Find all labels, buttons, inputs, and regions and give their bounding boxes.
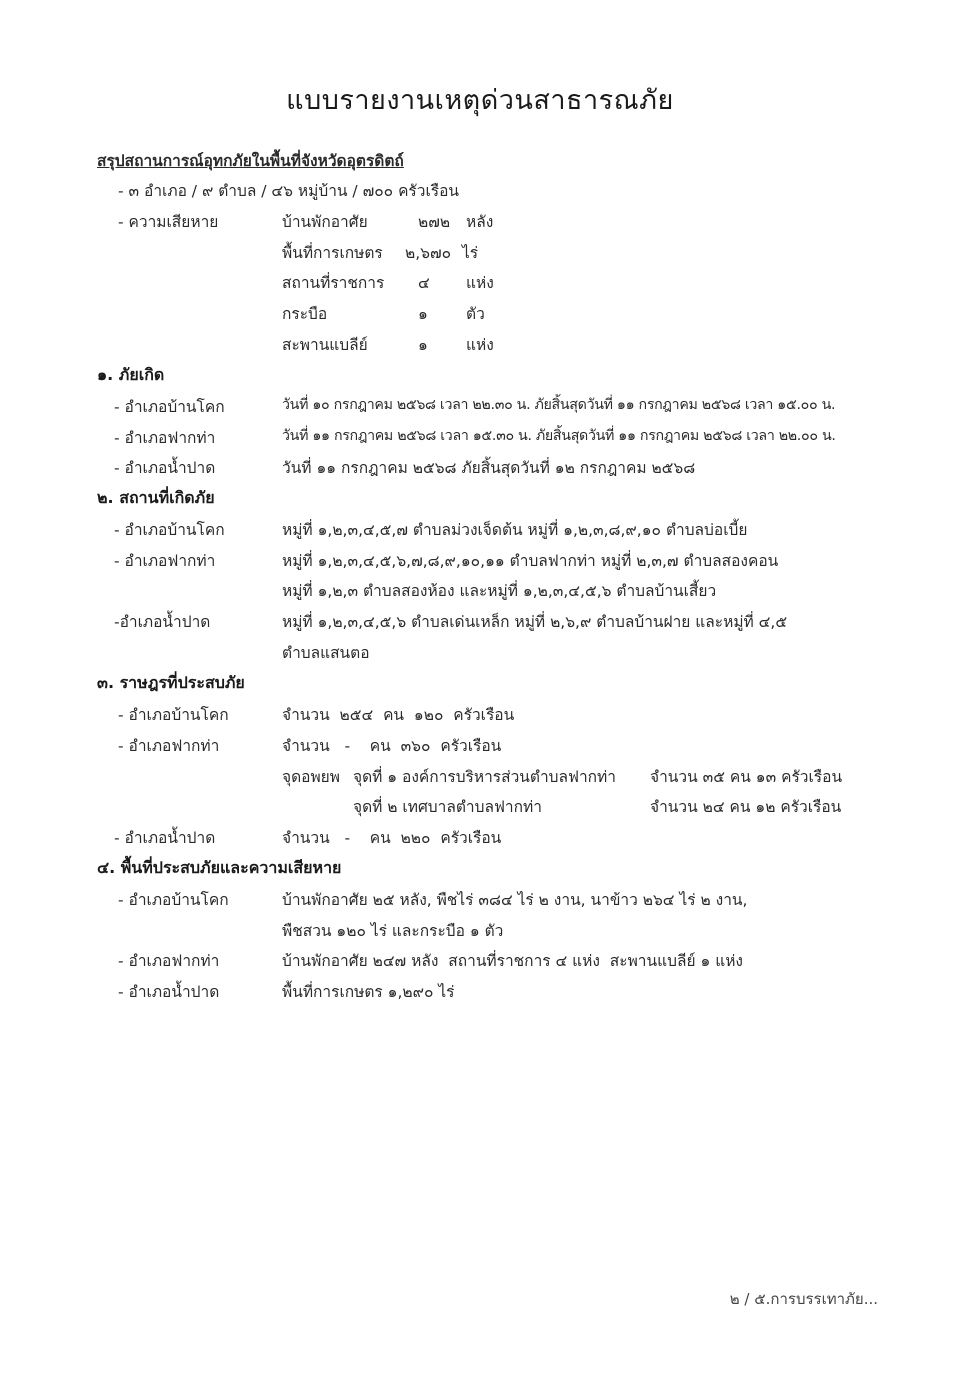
district-label: - อำเภอฟากท่า (114, 552, 216, 570)
damage-item-amount: ๒๗๒ (418, 213, 451, 231)
page-footer-continuation: ๒ / ๕.การบรรเทาภัย... (729, 1290, 878, 1308)
shelter-name: จุดที่ ๒ เทศบาลตำบลฟากท่า (353, 798, 542, 816)
district-label: - อำเภอฟากท่า (118, 737, 220, 755)
damage-item-name: สะพานแบลีย์ (282, 336, 368, 354)
damage-item-amount: ๔ (418, 274, 430, 292)
affected-count: จำนวน - คน ๓๖๐ ครัวเรือน (282, 737, 502, 755)
location-text: หมู่ที่ ๑,๒,๓ ตำบลสองห้อง และหมู่ที่ ๑,๒,๓,๔,๕,๖ ตำบลบ้านเสี้ยว (282, 582, 717, 600)
damage-text: บ้านพักอาศัย ๒๔๗ หลัง สถานที่ราชการ ๔ แห่ง สะพานแบลีย์ ๑ แห่ง (282, 952, 743, 970)
affected-count: จำนวน ๒๕๔ คน ๑๒๐ ครัวเรือน (282, 706, 515, 724)
damage-item-unit: หลัง (466, 213, 494, 231)
section3-heading: ๓. ราษฎรที่ประสบภัย (97, 673, 245, 692)
location-text: หมู่ที่ ๑,๒,๓,๔,๕,๗ ตำบลม่วงเจ็ดต้น หมู่ที่ ๑,๒,๓,๘,๙,๑๐ ตำบลบ่อเบี้ย (282, 521, 748, 539)
shelter-label: จุดอพยพ (282, 768, 340, 786)
summary-scope: - ๓ อำเภอ / ๙ ตำบล / ๔๖ หมู่บ้าน / ๗๐๐ ครัวเรือน (118, 182, 459, 200)
shelter-count: จำนวน ๓๕ คน ๑๓ ครัวเรือน (650, 768, 843, 786)
event-time-text: วันที่ ๑๐ กรกฎาคม ๒๕๖๘ เวลา ๒๒.๓๐ น. ภัยสิ้นสุดวันที่ ๑๑ กรกฎาคม ๒๕๖๘ เวลา ๑๕.๐๐ น. (282, 397, 836, 413)
location-text: ตำบลแสนตอ (282, 644, 370, 662)
damage-text: บ้านพักอาศัย ๒๕ หลัง, พืชไร่ ๓๘๔ ไร่ ๒ งาน, นาข้าว ๒๖๔ ไร่ ๒ งาน, (282, 891, 748, 909)
damage-text: พืชสวน ๑๒๐ ไร่ และกระบือ ๑ ตัว (282, 922, 504, 940)
district-label: - อำเภอฟากท่า (114, 429, 216, 447)
section1-heading: ๑. ภัยเกิด (97, 365, 165, 384)
district-label: - อำเภอบ้านโคก (114, 521, 225, 539)
affected-count: จำนวน - คน ๒๒๐ ครัวเรือน (282, 829, 502, 847)
damage-item-unit: แห่ง (466, 274, 494, 292)
shelter-name: จุดที่ ๑ องค์การบริหารส่วนตำบลฟากท่า (353, 768, 616, 786)
damage-item-unit: ไร่ (462, 244, 479, 262)
damage-label: - ความเสียหาย (118, 213, 219, 231)
damage-item-name: สถานที่ราชการ (282, 274, 385, 292)
section2-heading: ๒. สถานที่เกิดภัย (97, 488, 215, 507)
damage-item-amount: ๒,๖๗๐ (405, 244, 452, 262)
district-label: - อำเภอบ้านโคก (114, 398, 225, 416)
damage-item-amount: ๑ (418, 336, 428, 354)
damage-item-name: บ้านพักอาศัย (282, 213, 368, 231)
damage-item-name: กระบือ (282, 305, 328, 323)
location-text: หมู่ที่ ๑,๒,๓,๔,๕,๖ ตำบลเด่นเหล็ก หมู่ที่ ๒,๖,๙ ตำบลบ้านฝาย และหมู่ที่ ๔,๕ (282, 613, 788, 631)
event-time-text: วันที่ ๑๑ กรกฎาคม ๒๕๖๘ เวลา ๑๕.๓๐ น. ภัยสิ้นสุดวันที่ ๑๑ กรกฎาคม ๒๕๖๘ เวลา ๒๒.๐๐ น. (282, 428, 836, 444)
district-label: - อำเภอบ้านโคก (118, 891, 229, 909)
district-label: - อำเภอน้ำปาด (118, 983, 220, 1001)
damage-item-unit: แห่ง (466, 336, 494, 354)
damage-item-unit: ตัว (466, 305, 485, 323)
damage-item-amount: ๑ (418, 305, 428, 323)
summary-heading: สรุปสถานการณ์อุทกภัยในพื้นที่จังหวัดอุตรดิตถ์ (97, 152, 404, 170)
damage-text: พื้นที่การเกษตร ๑,๒๙๐ ไร่ (282, 983, 455, 1001)
district-label: - อำเภอบ้านโคก (118, 706, 229, 724)
district-label: -อำเภอน้ำปาด (114, 613, 211, 631)
location-text: หมู่ที่ ๑,๒,๓,๔,๕,๖,๗,๘,๙,๑๐,๑๑ ตำบลฟากท่า หมู่ที่ ๒,๓,๗ ตำบลสองคอน (282, 552, 779, 570)
document-title: แบบรายงานเหตุด่วนสาธารณภัย (286, 85, 674, 116)
district-label: - อำเภอน้ำปาด (114, 829, 216, 847)
damage-item-name: พื้นที่การเกษตร (282, 244, 383, 262)
section4-heading: ๔. พื้นที่ประสบภัยและความเสียหาย (97, 858, 342, 877)
district-label: - อำเภอน้ำปาด (114, 459, 216, 477)
shelter-count: จำนวน ๒๔ คน ๑๒ ครัวเรือน (650, 798, 842, 816)
event-time-text: วันที่ ๑๑ กรกฎาคม ๒๕๖๘ ภัยสิ้นสุดวันที่ ๑๒ กรกฎาคม ๒๕๖๘ (282, 459, 696, 477)
district-label: - อำเภอฟากท่า (118, 952, 220, 970)
